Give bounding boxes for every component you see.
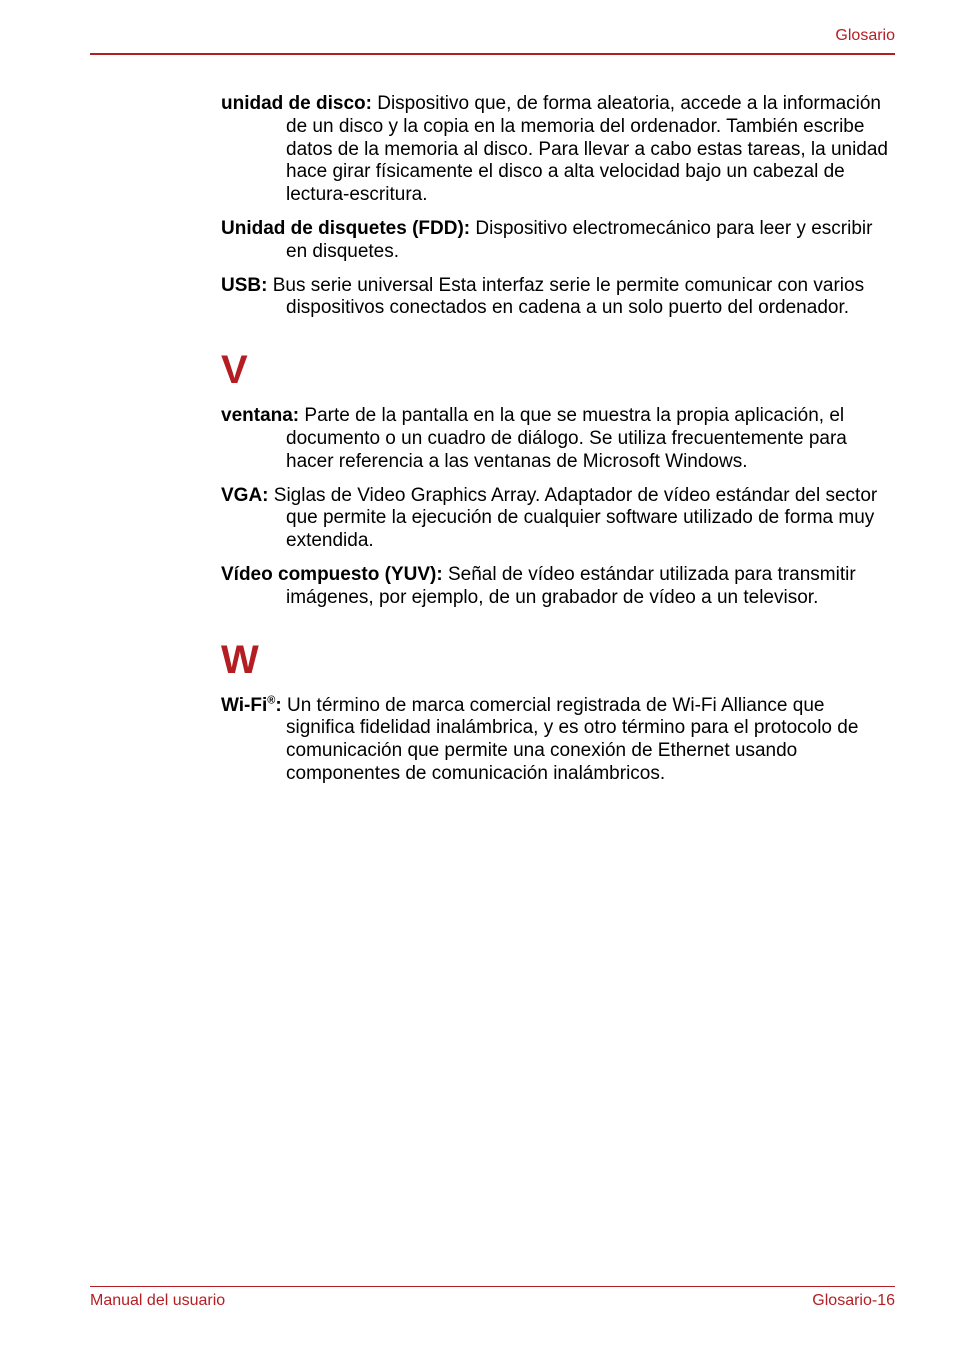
section-heading-v: V [221,348,248,393]
glossary-entry-unidad-de-disquetes [221,218,893,264]
glossary-entry-vga [221,485,893,553]
glossary-entry-usb [221,275,893,321]
glossary-term: Unidad de disquetes (FDD): [221,217,471,239]
glossary-entry-video-compuesto [221,564,893,610]
section-heading-w: W [221,637,259,682]
glossary-definition: Parte de la pantalla en la que se muestra la propia aplicación, el documento o un cuadro de diálogo. Se utiliza frecuentemente para hacer referencia a las ventanas de Microsoft Windows. [286,405,847,472]
footer-manual-title: Manual del usuario [90,1292,226,1309]
glossary-definition: Dispositivo electromecánico para leer y escribir en disquetes. [286,217,873,262]
glossary-definition: Dispositivo que, de forma aleatoria, accede a la información de un disco y la copia en la memoria del ordenador. También escribe datos de la memoria al disco. Para llevar a cabo estas tareas, la unidad hace girar físicamente el disco a alta velocidad bajo un cabezal de lectura-escritura. [286,93,888,206]
glossary-term [221,695,282,716]
header-divider [90,53,895,55]
registered-mark: ® [267,694,276,707]
footer-divider [90,1286,895,1287]
glossary-term: Vídeo compuesto (YUV): [221,563,443,585]
glossary-entry-unidad-de-disco [221,93,893,207]
glossary-term: USB: [221,274,268,296]
glossary-term-colon: : [275,694,282,716]
glossary-content [221,93,893,797]
glossary-definition: Un término de marca comercial registrada de Wi-Fi Alliance que significa fidelidad inalámbrica, y es otro término para el protocolo de comunicación que permite una conexión de Ethernet usando componentes de comunicación inalámbricos. [281,694,859,784]
glossary-definition: Señal de vídeo estándar utilizada para transmitir imágenes, por ejemplo, de un grabador de vídeo a un televisor. [286,563,856,608]
glossary-entry-wi-fi [221,695,893,786]
glossary-term: VGA: [221,484,269,506]
glossary-entry-ventana [221,405,893,473]
glossary-term-text: Wi-Fi [221,694,268,716]
glossary-term: unidad de disco: [221,93,372,114]
running-header-title: Glosario [835,27,895,44]
glossary-definition: Siglas de Video Graphics Array. Adaptador de vídeo estándar del sector que permite la ejecución de cualquier software utilizado de forma muy extendida. [268,484,878,552]
glossary-term: ventana: [221,405,300,427]
footer-page-number: Glosario-16 [812,1292,895,1309]
glossary-definition: Bus serie universal Esta interfaz serie le permite comunicar con varios dispositivos conectados en cadena a un solo puerto del ordenador. [267,274,865,319]
